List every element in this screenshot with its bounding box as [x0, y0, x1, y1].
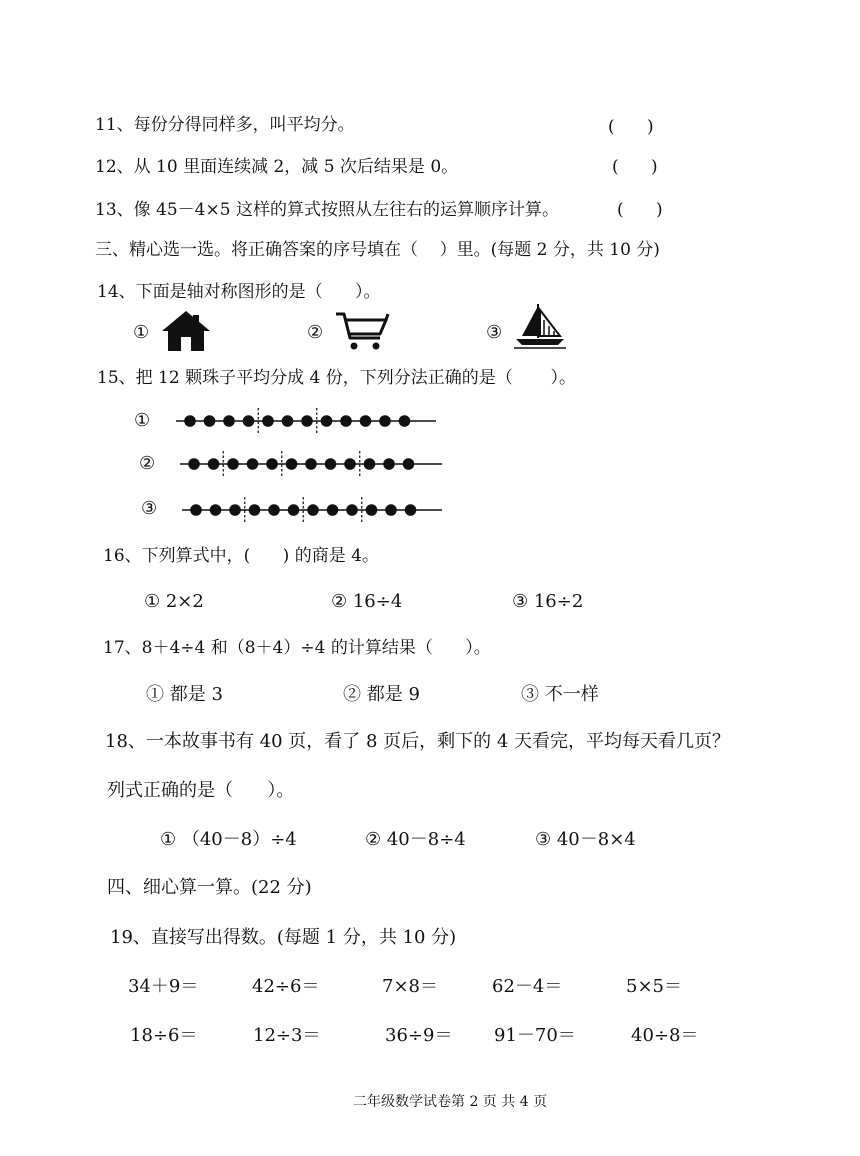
q15-option-1-number[interactable]: ① [134, 410, 151, 431]
bead [227, 458, 239, 470]
q18-option-2[interactable]: ② 40－8÷4 [365, 829, 466, 850]
question-18: 18、一本故事书有 40 页，看了 8 页后，剩下的 4 天看完，平均每天看几页？ [105, 731, 731, 752]
house-icon[interactable] [160, 309, 212, 353]
section-3-heading: 三、精心选一选。将正确答案的序号填在（ ）里。(每题 2 分，共 10 分) [95, 240, 660, 260]
bead [305, 458, 317, 470]
bead [301, 415, 313, 427]
bead-string-option-3[interactable] [182, 497, 442, 523]
bead [327, 504, 339, 516]
bead [403, 458, 415, 470]
question-19: 19、直接写出得数。(每题 1 分，共 10 分) [110, 927, 457, 948]
calc-problem: 91－70＝ [494, 1025, 576, 1046]
bead [366, 504, 378, 516]
calc-problem: 34＋9＝ [128, 976, 199, 997]
calc-problem: 40÷8＝ [631, 1025, 699, 1046]
bead [405, 504, 417, 516]
bead [379, 415, 391, 427]
bead [190, 504, 202, 516]
question-16: 16、下列算式中，( ) 的商是 4。 [103, 546, 379, 566]
answer-blank-13[interactable]: ( ) [617, 200, 663, 220]
q17-option-3[interactable]: ③ 不一样 [521, 684, 599, 705]
bead [344, 458, 356, 470]
q15-option-2-number[interactable]: ② [139, 453, 156, 474]
bead [247, 458, 259, 470]
bead [223, 415, 235, 427]
bead [346, 504, 358, 516]
bead [266, 458, 278, 470]
calc-problem: 18÷6＝ [130, 1025, 198, 1046]
answer-blank-11[interactable]: ( ) [608, 117, 654, 137]
calc-problem: 7×8＝ [382, 976, 438, 997]
bead [210, 504, 222, 516]
q18-option-1[interactable]: ① （40－8）÷4 [160, 829, 297, 850]
bead [249, 504, 261, 516]
q16-option-1[interactable]: ① 2×2 [144, 591, 204, 612]
bead [360, 415, 372, 427]
q15-option-3-number[interactable]: ③ [141, 498, 158, 519]
calc-problem: 36÷9＝ [385, 1025, 453, 1046]
q16-option-2[interactable]: ② 16÷4 [331, 591, 403, 612]
bead [243, 415, 255, 427]
question-17: 17、8＋4÷4 和（8＋4）÷4 的计算结果（ ）。 [103, 638, 491, 658]
calc-problem: 62－4＝ [492, 976, 563, 997]
bead [307, 504, 319, 516]
bead [286, 458, 298, 470]
question-13: 13、像 45－4×5 这样的算式按照从左往右的运算顺序计算。 [95, 200, 559, 220]
calc-problem: 12÷3＝ [253, 1025, 321, 1046]
bead-string-option-1[interactable] [176, 408, 436, 434]
bead [383, 458, 395, 470]
q14-option-3-number[interactable]: ③ [486, 322, 503, 343]
bead-string-option-2[interactable] [180, 451, 442, 477]
bead [262, 415, 274, 427]
bead [208, 458, 220, 470]
bead [204, 415, 216, 427]
q14-option-2-number[interactable]: ② [307, 322, 324, 343]
question-14: 14、下面是轴对称图形的是（ ）。 [97, 282, 381, 302]
sailboat-icon[interactable] [512, 302, 568, 352]
section-4-heading: 四、细心算一算。(22 分) [107, 877, 312, 898]
page-footer: 二年级数学试卷第 2 页 共 4 页 [353, 1094, 548, 1110]
bead [188, 458, 200, 470]
q18-option-3[interactable]: ③ 40－8×4 [535, 829, 636, 850]
bead [282, 415, 294, 427]
calc-problem: 42÷6＝ [252, 976, 320, 997]
q14-option-1-number[interactable]: ① [133, 322, 150, 343]
question-12: 12、从 10 里面连续减 2，减 5 次后结果是 0。 [95, 157, 459, 177]
bead [340, 415, 352, 427]
bead [385, 504, 397, 516]
bead [288, 504, 300, 516]
question-15: 15、把 12 颗珠子平均分成 4 份，下列分法正确的是（ ）。 [97, 368, 577, 388]
bead [184, 415, 196, 427]
q17-option-2[interactable]: ② 都是 9 [343, 684, 420, 705]
q17-option-1[interactable]: ① 都是 3 [146, 684, 223, 705]
question-18-line-2: 列式正确的是（ ）。 [107, 780, 295, 801]
bead [399, 415, 411, 427]
bead [229, 504, 241, 516]
q16-option-3[interactable]: ③ 16÷2 [512, 591, 584, 612]
shopping-cart-icon[interactable] [334, 310, 390, 352]
bead [364, 458, 376, 470]
answer-blank-12[interactable]: ( ) [612, 157, 658, 177]
calc-problem: 5×5＝ [626, 976, 682, 997]
bead [325, 458, 337, 470]
bead [321, 415, 333, 427]
bead [268, 504, 280, 516]
question-11: 11、每份分得同样多，叫平均分。 [95, 115, 355, 135]
